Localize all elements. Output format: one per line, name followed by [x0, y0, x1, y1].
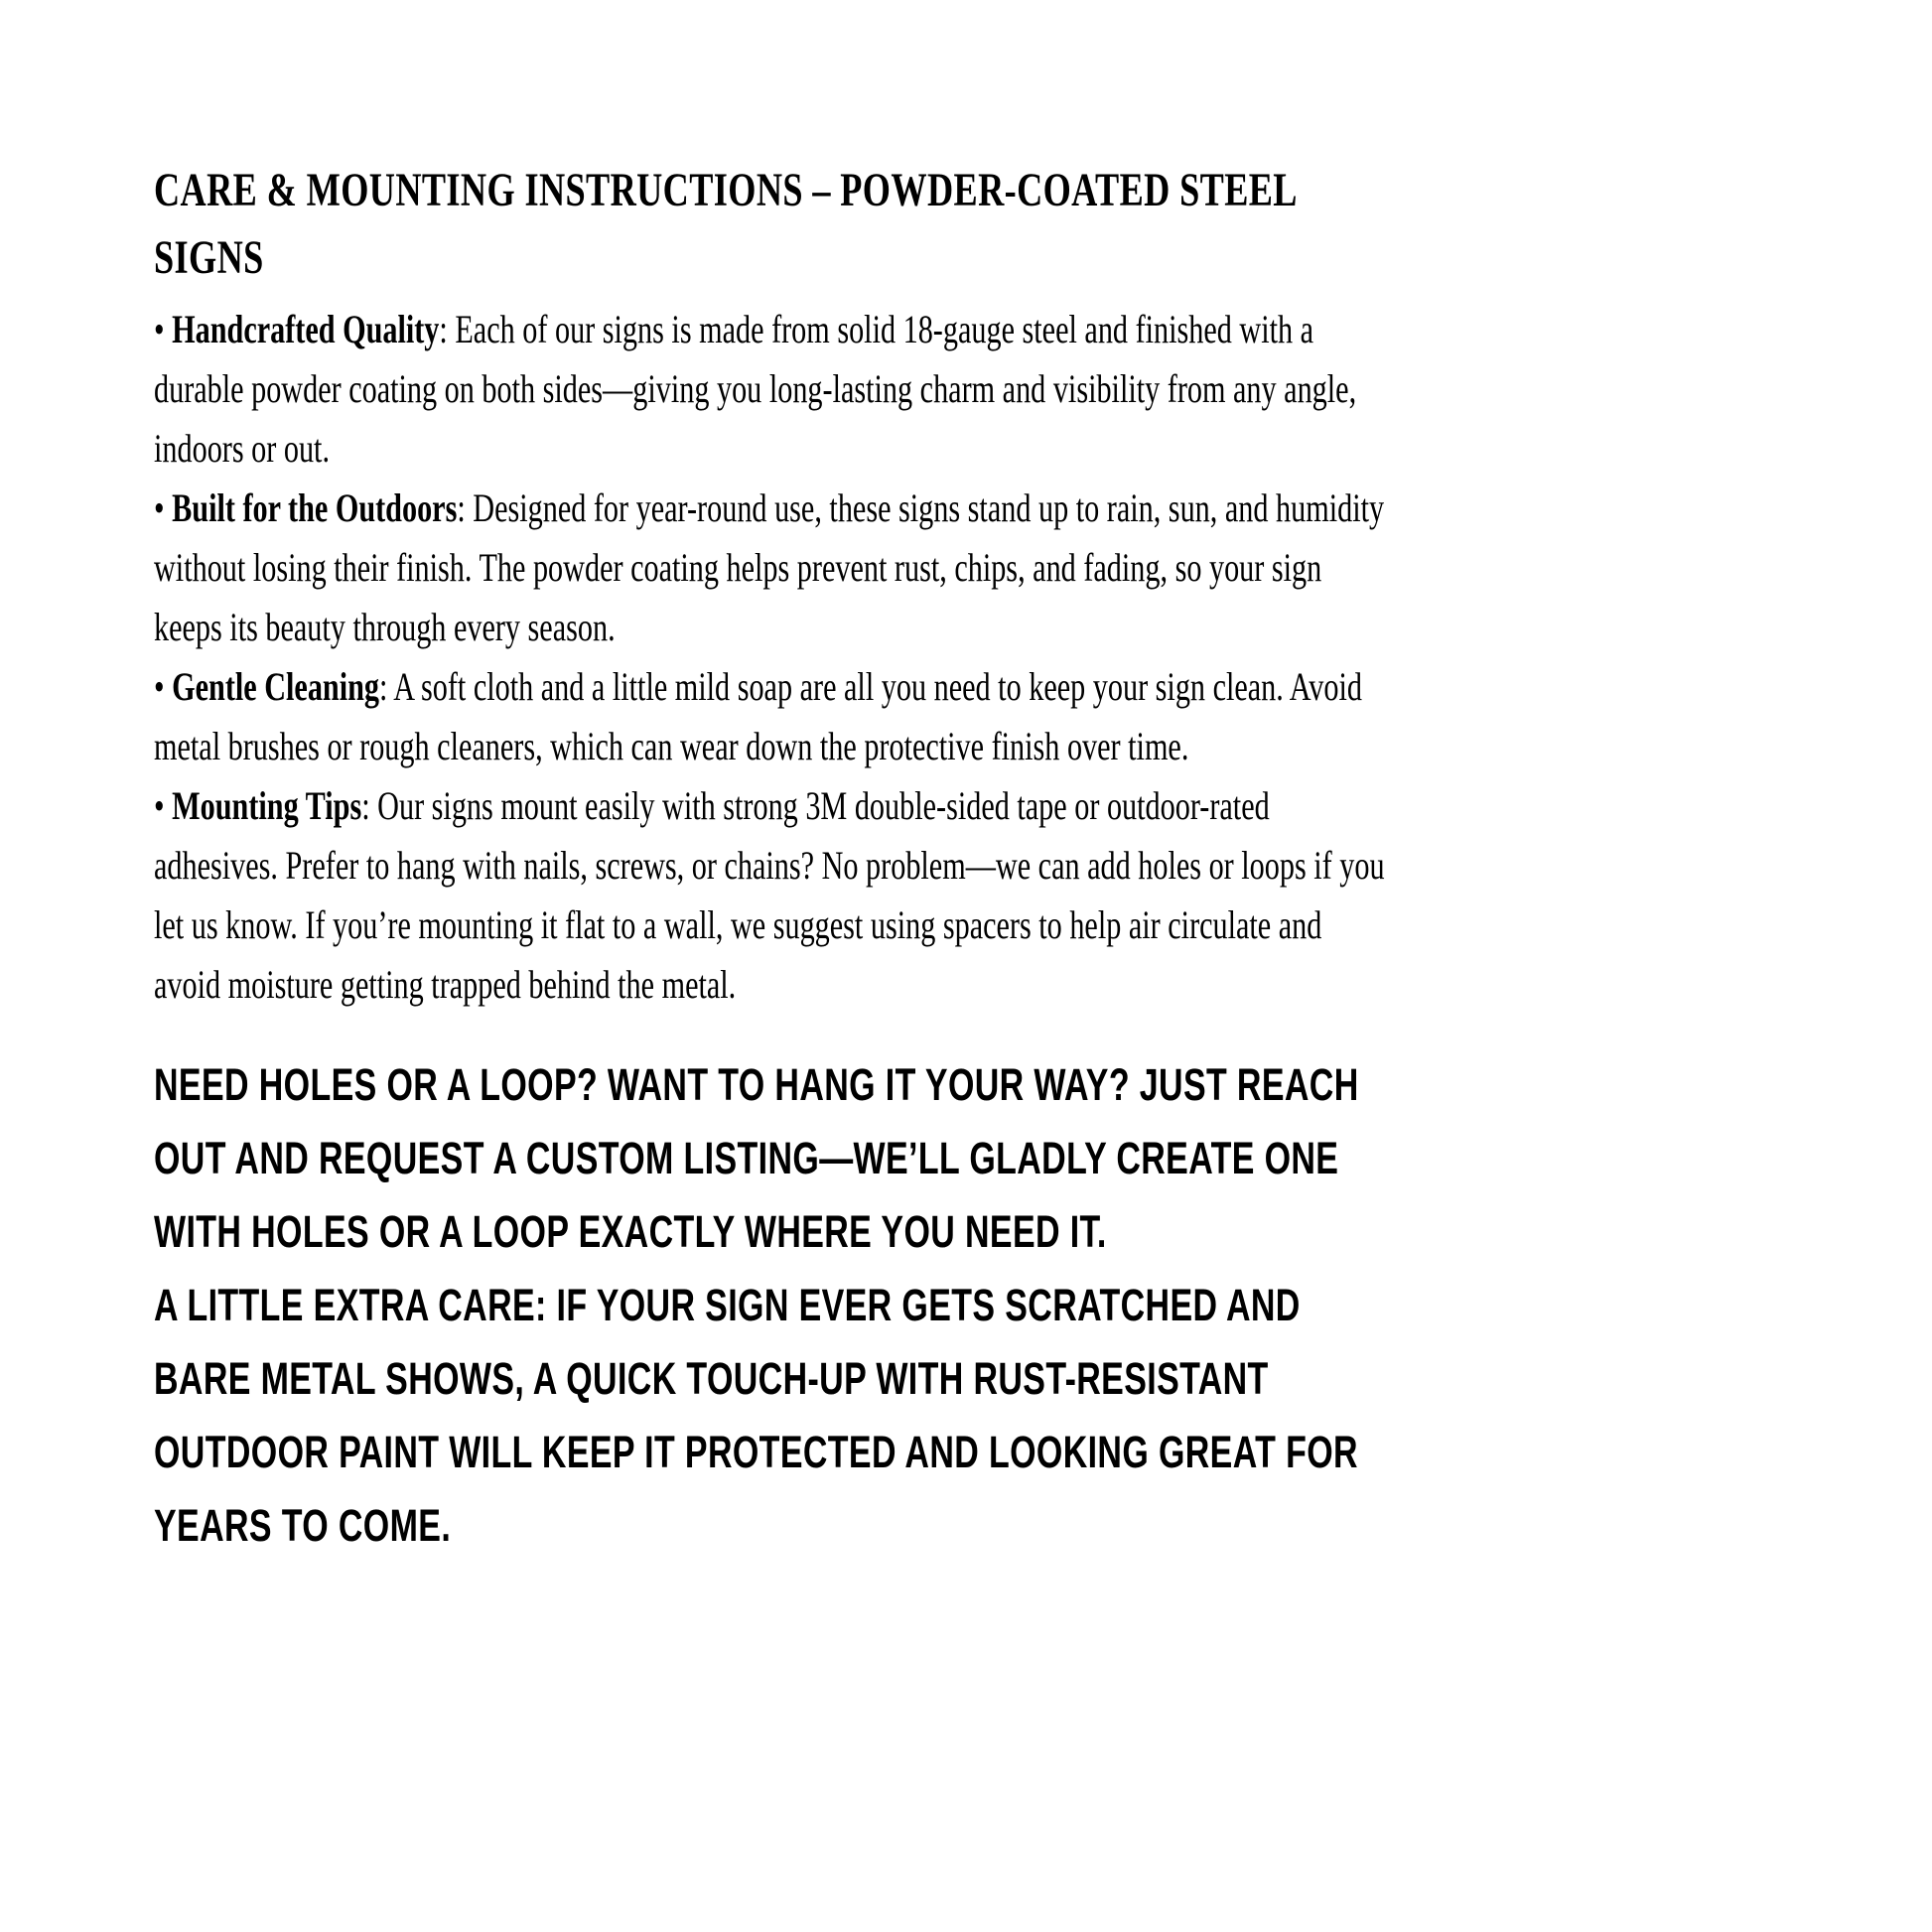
list-item-label: Gentle Cleaning	[172, 664, 380, 709]
custom-request-note: NEED HOLES OR A LOOP? WANT TO HANG IT YOUR WAY? JUST REACH OUT AND REQUEST A CUSTOM LISTING—WE’LL GLADLY CREATE ONE WITH HOLES OR A LOOP EXACTLY WHERE YOU NEED IT.	[154, 1059, 1359, 1257]
list-item-label: Mounting Tips	[172, 783, 362, 828]
list-item-text: : Each of our signs is made from solid 18-gauge steel and finished with a durable powder coating on both sides—giving you long-lasting charm and visibility from any angle, indoors or out.	[154, 307, 1357, 471]
list-item-text: : Our signs mount easily with strong 3M double-sided tape or outdoor-rated adhesives. Prefer to hang with nails, screws, or chains? No problem—we can add holes or loops if you let us know. If you’re mounting it flat to a wall, we suggest using spacers to help air circulate and avoid moisture getting trapped behind the metal.	[154, 783, 1385, 1007]
bullet-icon: •	[154, 307, 165, 351]
bullet-icon: •	[154, 485, 165, 530]
document-title: CARE & MOUNTING INSTRUCTIONS – POWDER-COATED STEEL SIGNS	[154, 164, 1296, 284]
care-instructions-list	[154, 300, 1395, 1015]
list-item-label: Handcrafted Quality	[172, 307, 440, 351]
extra-care-note: A LITTLE EXTRA CARE: IF YOUR SIGN EVER GETS SCRATCHED AND BARE METAL SHOWS, A QUICK TOUCH-UP WITH RUST-RESISTANT OUTDOOR PAINT WILL KEEP IT PROTECTED AND LOOKING GREAT FOR YEARS TO COME.	[154, 1280, 1358, 1551]
list-item-built-for-outdoors	[154, 479, 1395, 657]
list-item-handcrafted-quality	[154, 300, 1395, 479]
list-item-mounting-tips	[154, 776, 1395, 1015]
list-item-label: Built for the Outdoors	[172, 485, 458, 530]
document-page	[154, 157, 1395, 1563]
list-item-text: : A soft cloth and a little mild soap are all you need to keep your sign clean. Avoid metal brushes or rough cleaners, which can wear down the protective finish over time.	[154, 664, 1362, 768]
bullet-icon: •	[154, 783, 165, 828]
bullet-icon: •	[154, 664, 165, 709]
list-item-gentle-cleaning	[154, 657, 1395, 776]
list-item-text: : Designed for year-round use, these signs stand up to rain, sun, and humidity without losing their finish. The powder coating helps prevent rust, chips, and fading, so your sign keeps its beauty through every season.	[154, 485, 1385, 649]
